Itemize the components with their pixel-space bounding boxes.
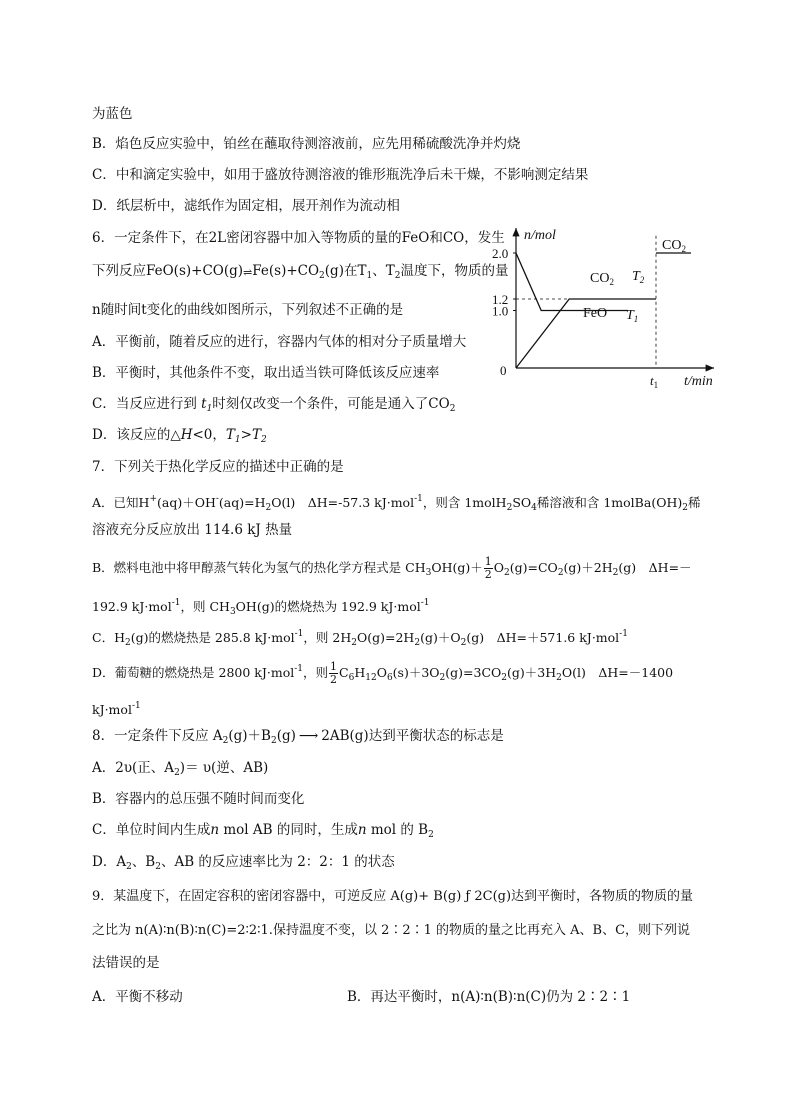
option-c: C．中和滴定实验中，如用于盛放待测溶液的锥形瓶洗净后未干燥，不影响测定结果: [92, 167, 589, 183]
q9-option-b: B．再达平衡时，n(A)∶n(B)∶n(C)仍为 2∶2∶1: [347, 989, 631, 1005]
series-temp-label-t1: $T_1$: [626, 308, 639, 324]
q7-option-b: B．燃料电池中将甲醇蒸气转化为氢气的热化学方程式是 $CH_3OH(g)+$ $\frac{1}{2}$ $O_2(g)=CO_2(g)+2H_2(g)$ ΔH=－: [92, 555, 692, 581]
q8-option-b: B．容器内的总压强不随时间而变化: [92, 791, 305, 807]
q7-option-b-cont: 192.9 kJ·mol$^{-1}$，则 $CH_3OH(g)$的燃烧热为 192.9 kJ·mol$^{-1}$: [92, 598, 430, 617]
x-axis-label: t/min: [684, 374, 713, 389]
q6-option-a: A．平衡前，随着反应的进行，容器内气体的相对分子质量增大: [92, 334, 467, 350]
q7-option-c: C．$H_2(g)$的燃烧热是 285.8 kJ·mol$^{-1}$，则 $2H_2O(g)=2H_2(g)+O_2(g)$ ΔH=＋571.6 kJ·mol$^{-1}$: [92, 629, 628, 648]
option-d: D．纸层析中，滤纸作为固定相，展开剂作为流动相: [92, 198, 400, 214]
q8-option-c: C．单位时间内生成n mol AB 的同时，生成n mol 的 $B_2$: [92, 822, 434, 840]
q6-option-c: C．当反应进行到 $t_1$时刻仅改变一个条件，可能是通入了$CO_2$: [92, 396, 456, 414]
question-6-stem-end: n随时间t变化的曲线如图所示，下列叙述不正确的是: [92, 302, 404, 318]
fraction: $\frac{1}{2}$: [484, 555, 492, 581]
q8-option-d: D．$A_2$、$B_2$、AB 的反应速率比为 2：2：1 的状态: [92, 854, 395, 872]
y-axis-label: n/mol: [524, 228, 556, 243]
question-9-stem: 9．某温度下，在固定容积的密闭容器中，可逆反应 A(g)+ B(g) ƒ 2C(g)达到平衡时，各物质的物质的量: [92, 889, 694, 904]
question-9-stem-end: 法错误的是: [92, 955, 160, 971]
q6-option-d: D．该反应的△H<0，$T_1>T_2$: [92, 427, 267, 445]
y-tick-label: 1.0: [492, 303, 509, 319]
question-7-stem: 7．下列关于热化学反应的描述中正确的是: [92, 459, 344, 475]
amount-vs-time-chart: [488, 222, 728, 392]
question-6-equation: 下列反应$FeO(s)+CO(g)\rightleftharpoons Fe(s)+CO_2(g)$在$T_1$、$T_2$温度下，物质的量: [92, 263, 509, 281]
y-tick-label: 1.2: [492, 292, 509, 307]
q6-option-b: B．平衡时，其他条件不变，取出适当铁可降低该反应速率: [92, 365, 440, 381]
text-line: 为蓝色: [92, 106, 133, 122]
reaction-arrow-icon: ⟶: [298, 728, 319, 744]
question-6-stem: 6．一定条件下，在2L密闭容器中加入等物质的量的FeO和CO，发生: [92, 230, 505, 246]
series-label-feo: FeO: [583, 306, 608, 321]
series-label-co2-after-t1: $CO_2$: [662, 238, 686, 254]
q8-option-a: A．2υ(正、$A_2)= \upsilon$(逆、AB): [92, 760, 269, 778]
option-b: B．焰色反应实验中，铂丝在蘸取待测溶液前，应先用稀硫酸洗净并灼烧: [92, 136, 521, 152]
q9-option-a: A．平衡不移动: [92, 989, 183, 1005]
fraction: $\frac{1}{2}$: [330, 660, 338, 686]
q7-option-d-cont: kJ·mol$^{-1}$: [92, 701, 141, 717]
q7-option-d: D．葡萄糖的燃烧热是 2800 kJ·mol$^{-1}$，则 $\frac{1}{2}$ $C_6H_{12}O_6(s)+3O_2(g)=3CO_2(g)+3H_2O(l)$ ΔH=－1400: [92, 660, 674, 686]
q7-option-a: A．已知$H^+(aq)+OH^-(aq)=H_2O(l)$ ΔH=-57.3 kJ·mol$^{-1}$，则含 $1molH_2SO_4$稀溶液和含 $1molBa(OH)_2$稀: [92, 494, 701, 513]
origin-label: 0: [500, 363, 507, 378]
series-label-co2: $CO_2$: [590, 271, 614, 287]
question-9-stem-cont: 之比为 n(A)∶n(B)∶n(C)=2∶2∶1.保持温度不变，以 2∶2∶1 的物质的量之比再充入 A、B、C，则下列说: [92, 923, 691, 938]
x-tick-label-t1: $t_1$: [650, 373, 659, 390]
equilibrium-arrow-icon: ⇌: [243, 266, 253, 279]
y-tick-label: 2.0: [492, 246, 509, 261]
series-temp-label-t2: $T_2$: [632, 269, 645, 285]
question-8-stem: 8．一定条件下反应 $A_2(g)+B_2(g)$ ⟶ 2AB(g)达到平衡状态的标志是: [92, 728, 504, 746]
q7-option-a-cont: 溶液充分反应放出 114.6 kJ 热量: [92, 522, 293, 538]
